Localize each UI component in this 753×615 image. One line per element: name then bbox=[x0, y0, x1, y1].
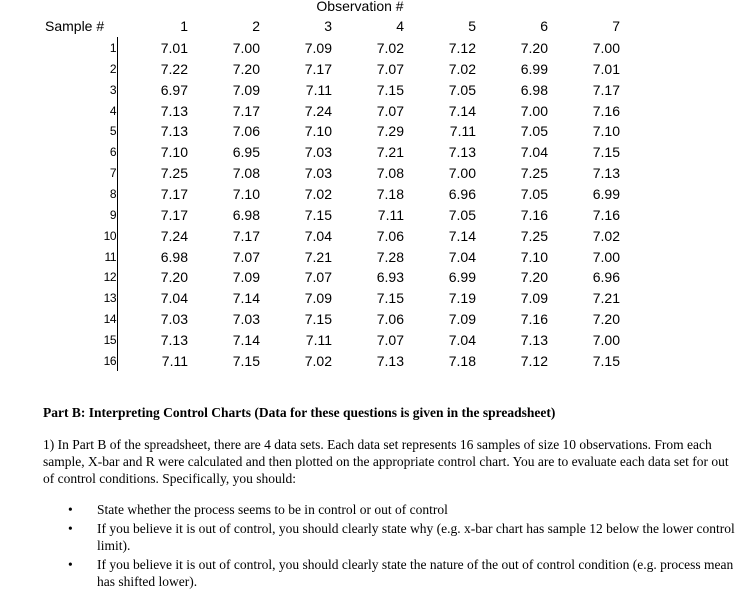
table-cell: 7.16 bbox=[592, 206, 620, 223]
table-cell: 7.09 bbox=[304, 40, 332, 56]
table-cell: 6.99 bbox=[592, 185, 620, 202]
sample-label: Sample # bbox=[45, 18, 105, 34]
sample-number: 2 bbox=[109, 61, 116, 76]
table-cell: 7.06 bbox=[376, 227, 404, 244]
table-cell: 7.09 bbox=[448, 311, 476, 328]
table-cell: 7.02 bbox=[376, 40, 404, 56]
table-cell: 7.21 bbox=[376, 144, 404, 161]
table-cell: 7.20 bbox=[232, 60, 260, 77]
table-cell: 7.12 bbox=[448, 40, 476, 56]
sample-number: 13 bbox=[103, 291, 116, 306]
sample-number: 4 bbox=[109, 103, 116, 118]
table-cell: 7.06 bbox=[232, 123, 260, 140]
observation-header: Observation # bbox=[316, 0, 404, 14]
table-cell: 7.04 bbox=[448, 331, 476, 348]
column-header-6: 6 bbox=[540, 18, 548, 34]
table-cell: 7.06 bbox=[376, 311, 404, 328]
table-cell: 7.13 bbox=[160, 123, 188, 140]
sample-number: 14 bbox=[103, 312, 116, 327]
sample-number: 10 bbox=[103, 228, 116, 243]
table-cell: 6.96 bbox=[592, 269, 620, 286]
column-header-5: 5 bbox=[468, 18, 476, 34]
table-cell: 7.14 bbox=[448, 102, 476, 119]
table-cell: 6.95 bbox=[232, 144, 260, 161]
part-title: Part B: Interpreting Control Charts (Data for these questions is given in the spreadsheet) bbox=[43, 405, 556, 420]
table-cell: 7.00 bbox=[592, 248, 620, 265]
table-cell: 6.97 bbox=[160, 81, 188, 98]
table-cell: 7.28 bbox=[376, 248, 404, 265]
table-cell: 7.10 bbox=[520, 248, 548, 265]
table-cell: 7.02 bbox=[304, 352, 332, 369]
table-cell: 7.03 bbox=[304, 144, 332, 161]
table-cell: 7.07 bbox=[304, 269, 332, 286]
bullet-text: State whether the process seems to be in control or out of control bbox=[97, 502, 448, 517]
bullet-item bbox=[43, 501, 743, 518]
table-cell: 7.00 bbox=[448, 165, 476, 182]
table-cell: 7.00 bbox=[592, 40, 620, 56]
column-header-1: 1 bbox=[180, 18, 188, 34]
table-cell: 6.98 bbox=[160, 248, 188, 265]
table-cell: 7.15 bbox=[376, 81, 404, 98]
table-cell: 7.22 bbox=[160, 60, 188, 77]
table-cell: 6.98 bbox=[520, 81, 548, 98]
table-cell: 7.03 bbox=[232, 311, 260, 328]
sample-number: 15 bbox=[103, 332, 116, 347]
table-cell: 7.13 bbox=[160, 102, 188, 119]
bullet-item bbox=[43, 556, 743, 590]
table-cell: 7.15 bbox=[304, 206, 332, 223]
table-cell: 7.10 bbox=[592, 123, 620, 140]
table-cell: 7.09 bbox=[304, 290, 332, 307]
bullet-text: If you believe it is out of control, you should clearly state the nature of the out of control condition (e.g. process mean has shifted lower). bbox=[97, 557, 734, 589]
table-cell: 7.17 bbox=[592, 81, 620, 98]
column-header-4: 4 bbox=[396, 18, 404, 34]
table-cell: 6.98 bbox=[232, 206, 260, 223]
table-cell: 7.03 bbox=[304, 165, 332, 182]
question-text bbox=[43, 404, 743, 592]
table-cell: 7.25 bbox=[160, 165, 188, 182]
table-cell: 7.14 bbox=[232, 290, 260, 307]
table-cell: 7.15 bbox=[592, 144, 620, 161]
table-cell: 7.00 bbox=[520, 102, 548, 119]
table-cell: 7.05 bbox=[520, 185, 548, 202]
table-cell: 7.09 bbox=[232, 81, 260, 98]
table-cell: 7.10 bbox=[232, 185, 260, 202]
sample-number: 9 bbox=[109, 207, 116, 222]
table-cell: 7.18 bbox=[376, 185, 404, 202]
table-cell: 7.04 bbox=[448, 248, 476, 265]
table-cell: 7.16 bbox=[520, 311, 548, 328]
table-cell: 7.25 bbox=[520, 165, 548, 182]
table-cell: 7.07 bbox=[376, 60, 404, 77]
table-cell: 7.05 bbox=[520, 123, 548, 140]
bullet-dot-icon: • bbox=[68, 557, 73, 572]
table-cell: 7.18 bbox=[448, 352, 476, 369]
table-cell: 7.09 bbox=[520, 290, 548, 307]
sample-number: 1 bbox=[109, 41, 116, 55]
sample-number: 11 bbox=[104, 249, 116, 264]
table-cell: 7.17 bbox=[232, 227, 260, 244]
table-cell: 6.96 bbox=[448, 185, 476, 202]
table-cell: 7.21 bbox=[304, 248, 332, 265]
table-cell: 7.19 bbox=[448, 290, 476, 307]
column-header-7: 7 bbox=[612, 18, 620, 34]
table-cell: 7.20 bbox=[160, 269, 188, 286]
bullet-list bbox=[43, 501, 743, 590]
table-cell: 7.24 bbox=[160, 227, 188, 244]
table-cell: 7.21 bbox=[592, 290, 620, 307]
table-cell: 7.00 bbox=[232, 40, 260, 56]
table-cell: 7.07 bbox=[376, 102, 404, 119]
table-cell: 7.13 bbox=[160, 331, 188, 348]
table-cell: 6.93 bbox=[376, 269, 404, 286]
table-cell: 7.13 bbox=[448, 144, 476, 161]
table-cell: 7.04 bbox=[160, 290, 188, 307]
table-cell: 7.03 bbox=[160, 311, 188, 328]
column-header-2: 2 bbox=[252, 18, 260, 34]
table-cell: 7.13 bbox=[520, 331, 548, 348]
table-cell: 7.17 bbox=[232, 102, 260, 119]
table-cell: 7.16 bbox=[592, 102, 620, 119]
table-cell: 7.15 bbox=[304, 311, 332, 328]
table-cell: 7.01 bbox=[592, 60, 620, 77]
table-cell: 7.14 bbox=[448, 227, 476, 244]
table-cell: 7.07 bbox=[376, 331, 404, 348]
table-cell: 7.04 bbox=[304, 227, 332, 244]
bullet-text: If you believe it is out of control, you should clearly state why (e.g. x-bar chart has sample 12 below the lower control limit). bbox=[97, 521, 735, 553]
sample-number: 5 bbox=[109, 124, 116, 139]
sample-number: 16 bbox=[103, 353, 116, 368]
table-cell: 7.05 bbox=[448, 206, 476, 223]
table-cell: 7.11 bbox=[449, 123, 476, 140]
table-cell: 7.02 bbox=[304, 185, 332, 202]
table-cell: 7.01 bbox=[160, 40, 188, 56]
table-cell: 7.08 bbox=[376, 165, 404, 182]
sample-number: 12 bbox=[103, 270, 116, 285]
table-cell: 7.09 bbox=[232, 269, 260, 286]
table-cell: 7.02 bbox=[448, 60, 476, 77]
sample-number: 7 bbox=[109, 166, 116, 181]
bullet-dot-icon: • bbox=[68, 502, 73, 517]
table-cell: 7.14 bbox=[232, 331, 260, 348]
table-cell: 7.20 bbox=[520, 269, 548, 286]
table-cell: 7.13 bbox=[376, 352, 404, 369]
table-cell: 7.15 bbox=[592, 352, 620, 369]
table-cell: 7.11 bbox=[377, 206, 404, 223]
table-cell: 7.29 bbox=[376, 123, 404, 140]
table-cell: 6.99 bbox=[448, 269, 476, 286]
table-cell: 7.11 bbox=[161, 352, 188, 369]
table-cell: 7.02 bbox=[592, 227, 620, 244]
question-paragraph: 1) In Part B of the spreadsheet, there are 4 data sets. Each data set represents 16 samples of size 10 observations. From each sample, X-bar and R were calculated and then plotted on the appropriate control chart. You are to evaluate each data set for out of control conditions. Specifically, you should: bbox=[43, 437, 729, 486]
table-cell: 7.13 bbox=[592, 165, 620, 182]
table-cell: 7.24 bbox=[304, 102, 332, 119]
sample-number: 6 bbox=[109, 145, 116, 160]
table-cell: 7.11 bbox=[305, 331, 332, 348]
table-cell: 7.00 bbox=[592, 331, 620, 348]
table-cell: 7.20 bbox=[520, 40, 548, 56]
table-cell: 7.04 bbox=[520, 144, 548, 161]
table-cell: 7.17 bbox=[304, 60, 332, 77]
table-cell: 7.16 bbox=[520, 206, 548, 223]
table-cell: 7.15 bbox=[232, 352, 260, 369]
column-header-3: 3 bbox=[324, 18, 332, 34]
table-cell: 7.08 bbox=[232, 165, 260, 182]
bullet-item bbox=[43, 520, 743, 554]
table-cell: 7.17 bbox=[160, 206, 188, 223]
table-cell: 7.11 bbox=[305, 81, 332, 98]
table-cell: 7.10 bbox=[160, 144, 188, 161]
table-cell: 7.07 bbox=[232, 248, 260, 265]
table-cell: 7.17 bbox=[160, 185, 188, 202]
table-cell: 7.20 bbox=[592, 311, 620, 328]
table-cell: 7.05 bbox=[448, 81, 476, 98]
sample-number: 8 bbox=[109, 186, 116, 201]
bullet-dot-icon: • bbox=[68, 521, 73, 536]
table-cell: 6.99 bbox=[520, 60, 548, 77]
table-cell: 7.10 bbox=[304, 123, 332, 140]
table-cell: 7.12 bbox=[520, 352, 548, 369]
sample-number: 3 bbox=[109, 82, 116, 97]
table-cell: 7.15 bbox=[376, 290, 404, 307]
row-divider-line bbox=[117, 37, 118, 371]
table-cell: 7.25 bbox=[520, 227, 548, 244]
